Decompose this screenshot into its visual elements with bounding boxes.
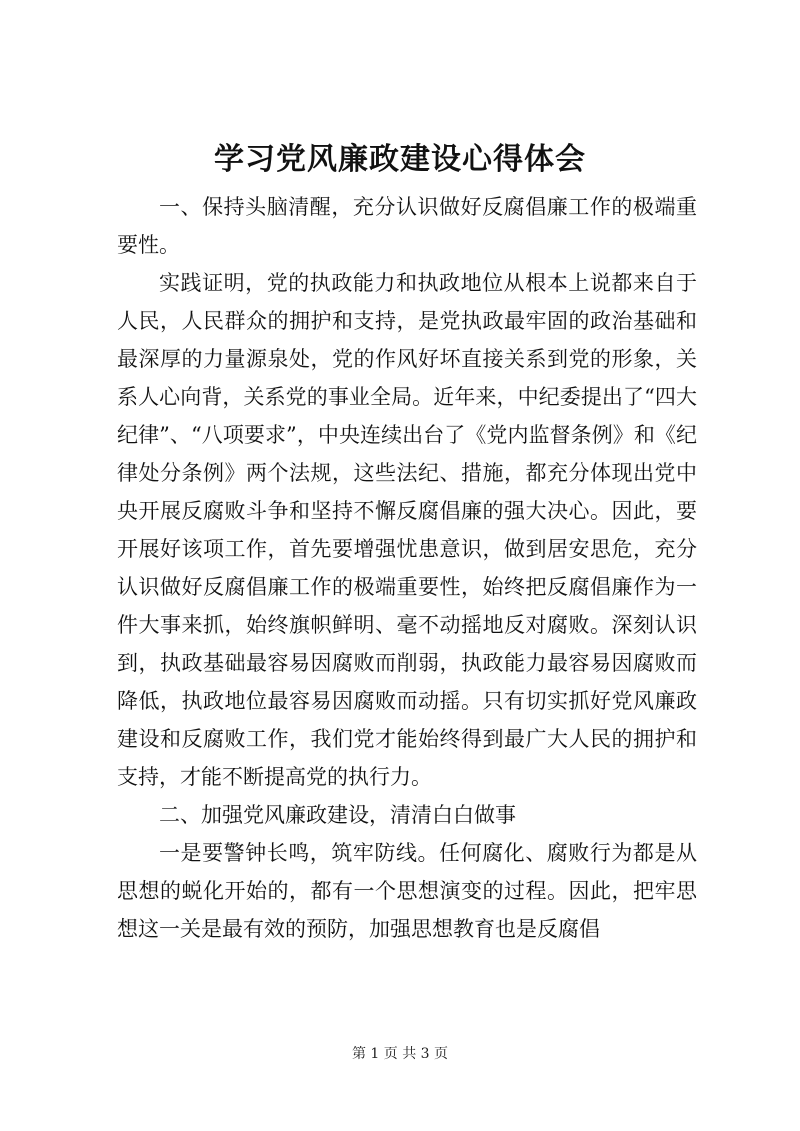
body-paragraph: 一是要警钟长鸣，筑牢防线。任何腐化、腐败行为都是从思想的蜕化开始的，都有一个思想演变的过程。因此，把牢思想这一关是最有效的预防，加强思想教育也是反腐倡 — [117, 841, 697, 941]
page-number-footer: 第 1 页 共 3 页 — [351, 1046, 449, 1062]
body-paragraph: 实践证明，党的执政能力和执政地位从根本上说都来自于人民，人民群众的拥护和支持，是党执政最牢固的政治基础和最深厚的力量源泉处，党的作风好坏直接关系到党的形象，关系人心向背，关系党的事业全局。近年来，中纪委提出了“四大纪律”、“八项要求”，中央连续出台了《党内监督条例》和《纪律处分条例》两个法规，这些法纪、措施，都充分体现出党中央开展反腐败斗争和坚持不懈反腐倡廉的强大决心。因此，要开展好该项工作，首先要增强忧患意识，做到居安思危，充分认识做好反腐倡廉工作的极端重要性，始终把反腐倡廉作为一件大事来抓，始终旗帜鲜明、毫不动摇地反对腐败。深刻认识到，执政基础最容易因腐败而削弱，执政能力最容易因腐败而降低，执政地位最容易因腐败而动摇。只有切实抓好党风廉政建设和反腐败工作，我们党才能始终得到最广大人民的拥护和支持，才能不断提高党的执行力。 — [117, 271, 697, 789]
document-body — [117, 188, 697, 948]
section-heading-1: 一、保持头脑清醒，充分认识做好反腐倡廉工作的极端重要性。 — [117, 195, 697, 257]
section-heading-2: 二、加强党风廉政建设，清清白白做事 — [159, 803, 516, 827]
document-title: 学习党风廉政建设心得体会 — [214, 142, 586, 177]
